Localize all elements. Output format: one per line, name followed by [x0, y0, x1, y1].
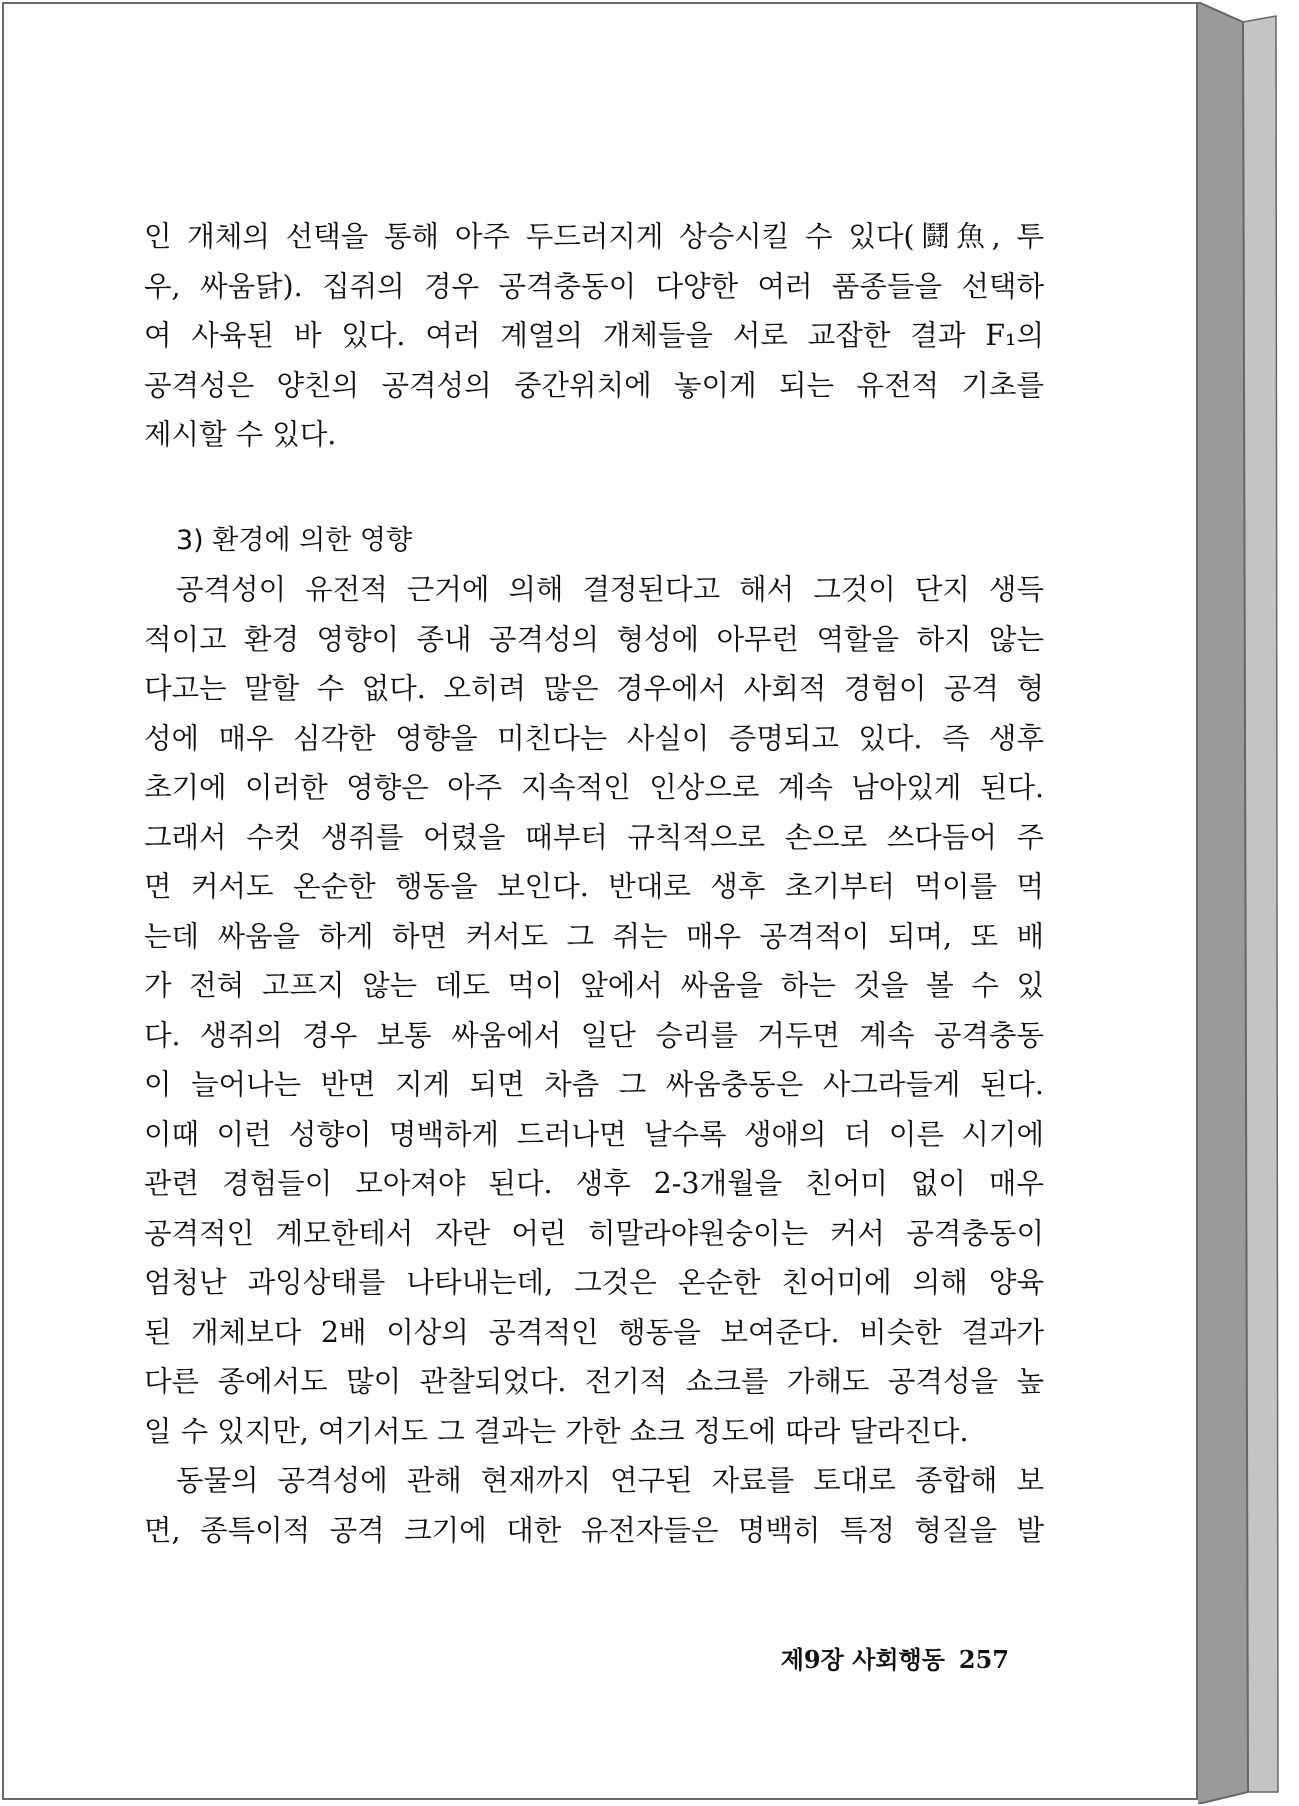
page-number: 257: [958, 1645, 1009, 1674]
text-line: 공격성은 양친의 공격성의 중간위치에 놓이게 되는 유전적 기초를: [144, 368, 1044, 402]
text-line: 인 개체의 선택을 통해 아주 두드러지게 상승시킬 수 있다(鬪魚, 투: [144, 220, 1044, 253]
text-line: 다른 종에서도 많이 관찰되었다. 전기적 쇼크를 가해도 공격성을 높: [144, 1365, 1044, 1398]
text-line: 면 커서도 온순한 행동을 보인다. 반대로 생후 초기부터 먹이를 먹: [144, 870, 1044, 903]
text-line: 면, 종특이적 공격 크기에 대한 유전자들은 명백히 특정 형질을 발: [144, 1513, 1044, 1547]
text-line: 동물의 공격성에 관해 현재까지 연구된 자료를 토대로 종합해 보: [176, 1464, 1044, 1497]
text-line: 일 수 있지만, 여기서도 그 결과는 가한 쇼크 정도에 따라 달라진다.: [144, 1414, 969, 1448]
text-line: 다고는 말할 수 없다. 오히려 많은 경우에서 사회적 경험이 공격 형: [144, 672, 1044, 705]
section-heading: 3) 환경에 의한 영향: [176, 525, 413, 556]
paragraph-1: [144, 212, 1044, 460]
text-line: 된 개체보다 2배 이상의 공격적인 행동을 보여준다. 비슷한 결과가: [144, 1315, 1044, 1349]
text-line: 관련 경험들이 모아져야 된다. 생후 2-3개월을 친어미 없이 매우: [144, 1167, 1044, 1200]
text-line: 성에 매우 심각한 영향을 미친다는 사실이 증명되고 있다. 즉 생후: [144, 721, 1044, 755]
text-line: 우, 싸움닭). 집쥐의 경우 공격충동이 다양한 여러 품종들을 선택하: [144, 269, 1044, 303]
text-line: 이 늘어나는 반면 지게 되면 차츰 그 싸움충동은 사그라들게 된다.: [144, 1068, 1044, 1101]
text-line: 공격성이 유전적 근거에 의해 결정된다고 해서 그것이 단지 생득: [176, 573, 1044, 606]
text-line: 적이고 환경 영향이 종내 공격성의 형성에 아무런 역할을 하지 않는: [144, 622, 1044, 656]
text-line: 이때 이런 성향이 명백하게 드러나면 날수록 생애의 더 이른 시기에: [144, 1117, 1044, 1151]
page-stack-edge: [1198, 2, 1298, 1804]
chapter-title: 제9장 사회행동: [780, 1645, 945, 1674]
text-line: 가 전혀 고프지 않는 데도 먹이 앞에서 싸움을 하는 것을 볼 수 있: [144, 969, 1044, 1002]
page-footer: [781, 1640, 1009, 1675]
text-line: 그래서 수컷 생쥐를 어렸을 때부터 규칙적으로 손으로 쓰다듬어 주: [144, 820, 1044, 854]
text-line: 여 사육된 바 있다. 여러 계열의 개체들을 서로 교잡한 결과 F₁의: [144, 319, 1044, 352]
text-line: 는데 싸움을 하게 하면 커서도 그 쥐는 매우 공격적이 되며, 또 배: [144, 919, 1044, 953]
text-line: 제시할 수 있다.: [144, 418, 337, 451]
paragraph-2: [144, 565, 1044, 1555]
text-line: 엄청난 과잉상태를 나타내는데, 그것은 온순한 친어미에 의해 양육: [144, 1266, 1044, 1299]
text-line: 공격적인 계모한테서 자란 어린 히말라야원숭이는 커서 공격충동이: [144, 1216, 1044, 1250]
text-line: 다. 생쥐의 경우 보통 싸움에서 일단 승리를 거두면 계속 공격충동: [144, 1018, 1044, 1052]
text-line: 초기에 이러한 영향은 아주 지속적인 인상으로 계속 남아있게 된다.: [144, 771, 1044, 804]
